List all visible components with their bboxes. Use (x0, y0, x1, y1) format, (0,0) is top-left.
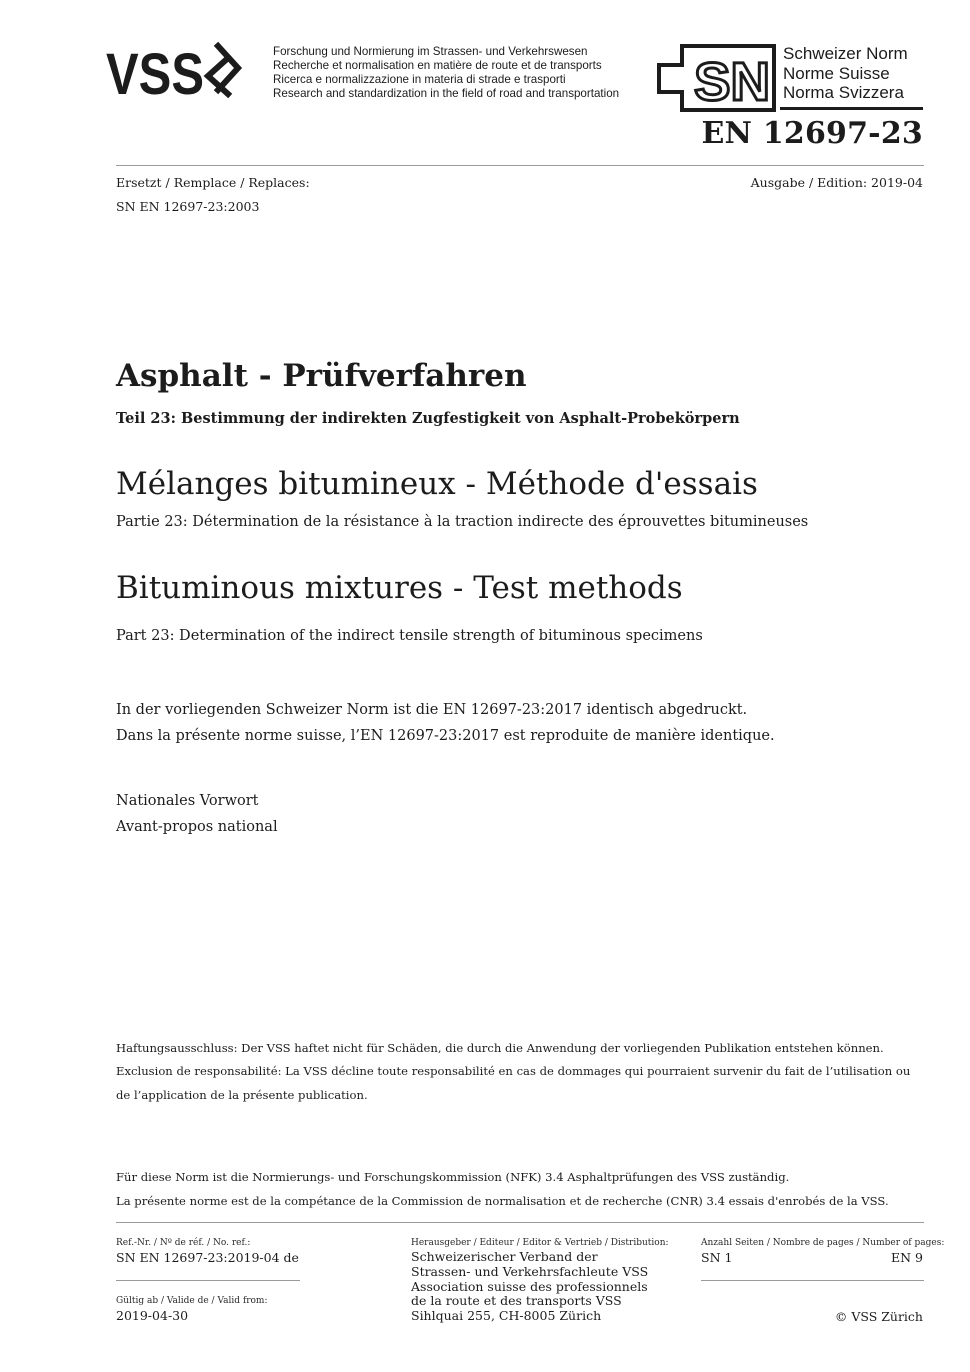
subtitle-en: Part 23: Determination of the indirect tensile strength of bituminous specimens (116, 628, 703, 644)
publisher-address (411, 1250, 648, 1324)
title-en: Bituminous mixtures - Test methods (116, 570, 683, 606)
identity-note-fr: Dans la présente norme suisse, l’EN 12697-23:2017 est reproduite de manière identique. (116, 728, 775, 744)
subtitle-de: Teil 23: Bestimmung der indirekten Zugfestigkeit von Asphalt-Probekörpern (116, 410, 740, 427)
publisher-line: Schweizerischer Verband der (411, 1249, 598, 1264)
disclaimer-de: Haftungsausschluss: Der VSS haftet nicht für Schäden, die durch die Anwendung der vorliegenden Publikation entstehen können. (116, 1041, 884, 1055)
page-count-sn: SN 1 (701, 1250, 733, 1265)
sn-names (783, 44, 908, 103)
publisher-line: Association suisse des professionnels (411, 1278, 648, 1294)
replaces-value: SN EN 12697-23:2003 (116, 199, 260, 214)
valid-from-label: Gültig ab / Valide de / Valid from: (116, 1296, 268, 1306)
tagline-en: Research and standardization in the field of road and transportation (273, 87, 620, 100)
reference-label: Ref.-Nr. / Nº de réf. / No. ref.: (116, 1238, 251, 1248)
sn-logo (656, 44, 776, 112)
publisher-line: Strassen- und Verkehrsfachleute VSS (411, 1263, 649, 1279)
page-count-label: Anzahl Seiten / Nombre de pages / Number of pages: (701, 1238, 945, 1248)
sn-name-de: Schweizer Norm (783, 44, 908, 63)
publisher-line: Sihlquai 255, CH-8005 Zürich (411, 1308, 602, 1324)
tagline-fr: Recherche et normalisation en matière de route et de transports (273, 59, 602, 72)
publisher-line: de la route et des transports VSS (411, 1293, 622, 1309)
tagline-it: Ricerca e normalizzazione in materia di strade e trasporti (273, 73, 566, 86)
page-count-en: EN 9 (891, 1250, 923, 1265)
sn-name-fr: Norme Suisse (783, 63, 890, 83)
svg-text:VSS: VSS (106, 42, 204, 100)
sn-name-it: Norma Svizzera (783, 83, 904, 102)
title-de: Asphalt - Prüfverfahren (116, 358, 527, 394)
national-foreword-de: Nationales Vorwort (116, 793, 259, 809)
national-foreword-fr: Avant-propos national (116, 819, 278, 835)
committee-note-de: Für diese Norm ist die Normierungs- und Forschungskommission (NFK) 3.4 Asphaltprüfungen des VSS zuständig. (116, 1170, 790, 1184)
replaces-label: Ersetzt / Remplace / Replaces: (116, 175, 310, 190)
sn-underline (780, 107, 923, 110)
copyright-notice: © VSS Zürich (834, 1309, 923, 1324)
title-fr: Mélanges bitumineux - Méthode d'essais (116, 466, 758, 502)
disclaimer-fr-line2: de l’application de la présente publication. (116, 1088, 368, 1102)
footer-divider (116, 1222, 924, 1223)
header-divider (116, 165, 924, 166)
vss-tagline (273, 45, 619, 101)
disclaimer-fr-line1: Exclusion de responsabilité: La VSS décline toute responsabilité en cas de dommages qui pourraient survenir du fait de l’utilisation ou (116, 1064, 911, 1078)
subtitle-fr: Partie 23: Détermination de la résistance à la traction indirecte des éprouvettes bitumineuses (116, 514, 809, 530)
identity-note-de: In der vorliegenden Schweizer Norm ist die EN 12697-23:2017 identisch abgedruckt. (116, 702, 748, 718)
page-count-divider (701, 1280, 924, 1281)
svg-text:SN: SN (694, 52, 770, 112)
publisher-label: Herausgeber / Editeur / Editor & Vertrieb / Distribution: (411, 1238, 669, 1248)
reference-value: SN EN 12697-23:2019-04 de (116, 1250, 299, 1265)
tagline-de: Forschung und Normierung im Strassen- und Verkehrswesen (273, 45, 588, 58)
standard-number: EN 12697-23 (701, 116, 923, 151)
reference-divider (116, 1280, 300, 1281)
vss-logo (106, 40, 266, 100)
committee-note-fr: La présente norme est de la compétance de la Commission de normalisation et de recherche (CNR) 3.4 essais d'enrobés de la VSS. (116, 1194, 889, 1208)
valid-from-value: 2019-04-30 (116, 1308, 189, 1323)
edition-date: Ausgabe / Edition: 2019-04 (750, 175, 923, 190)
